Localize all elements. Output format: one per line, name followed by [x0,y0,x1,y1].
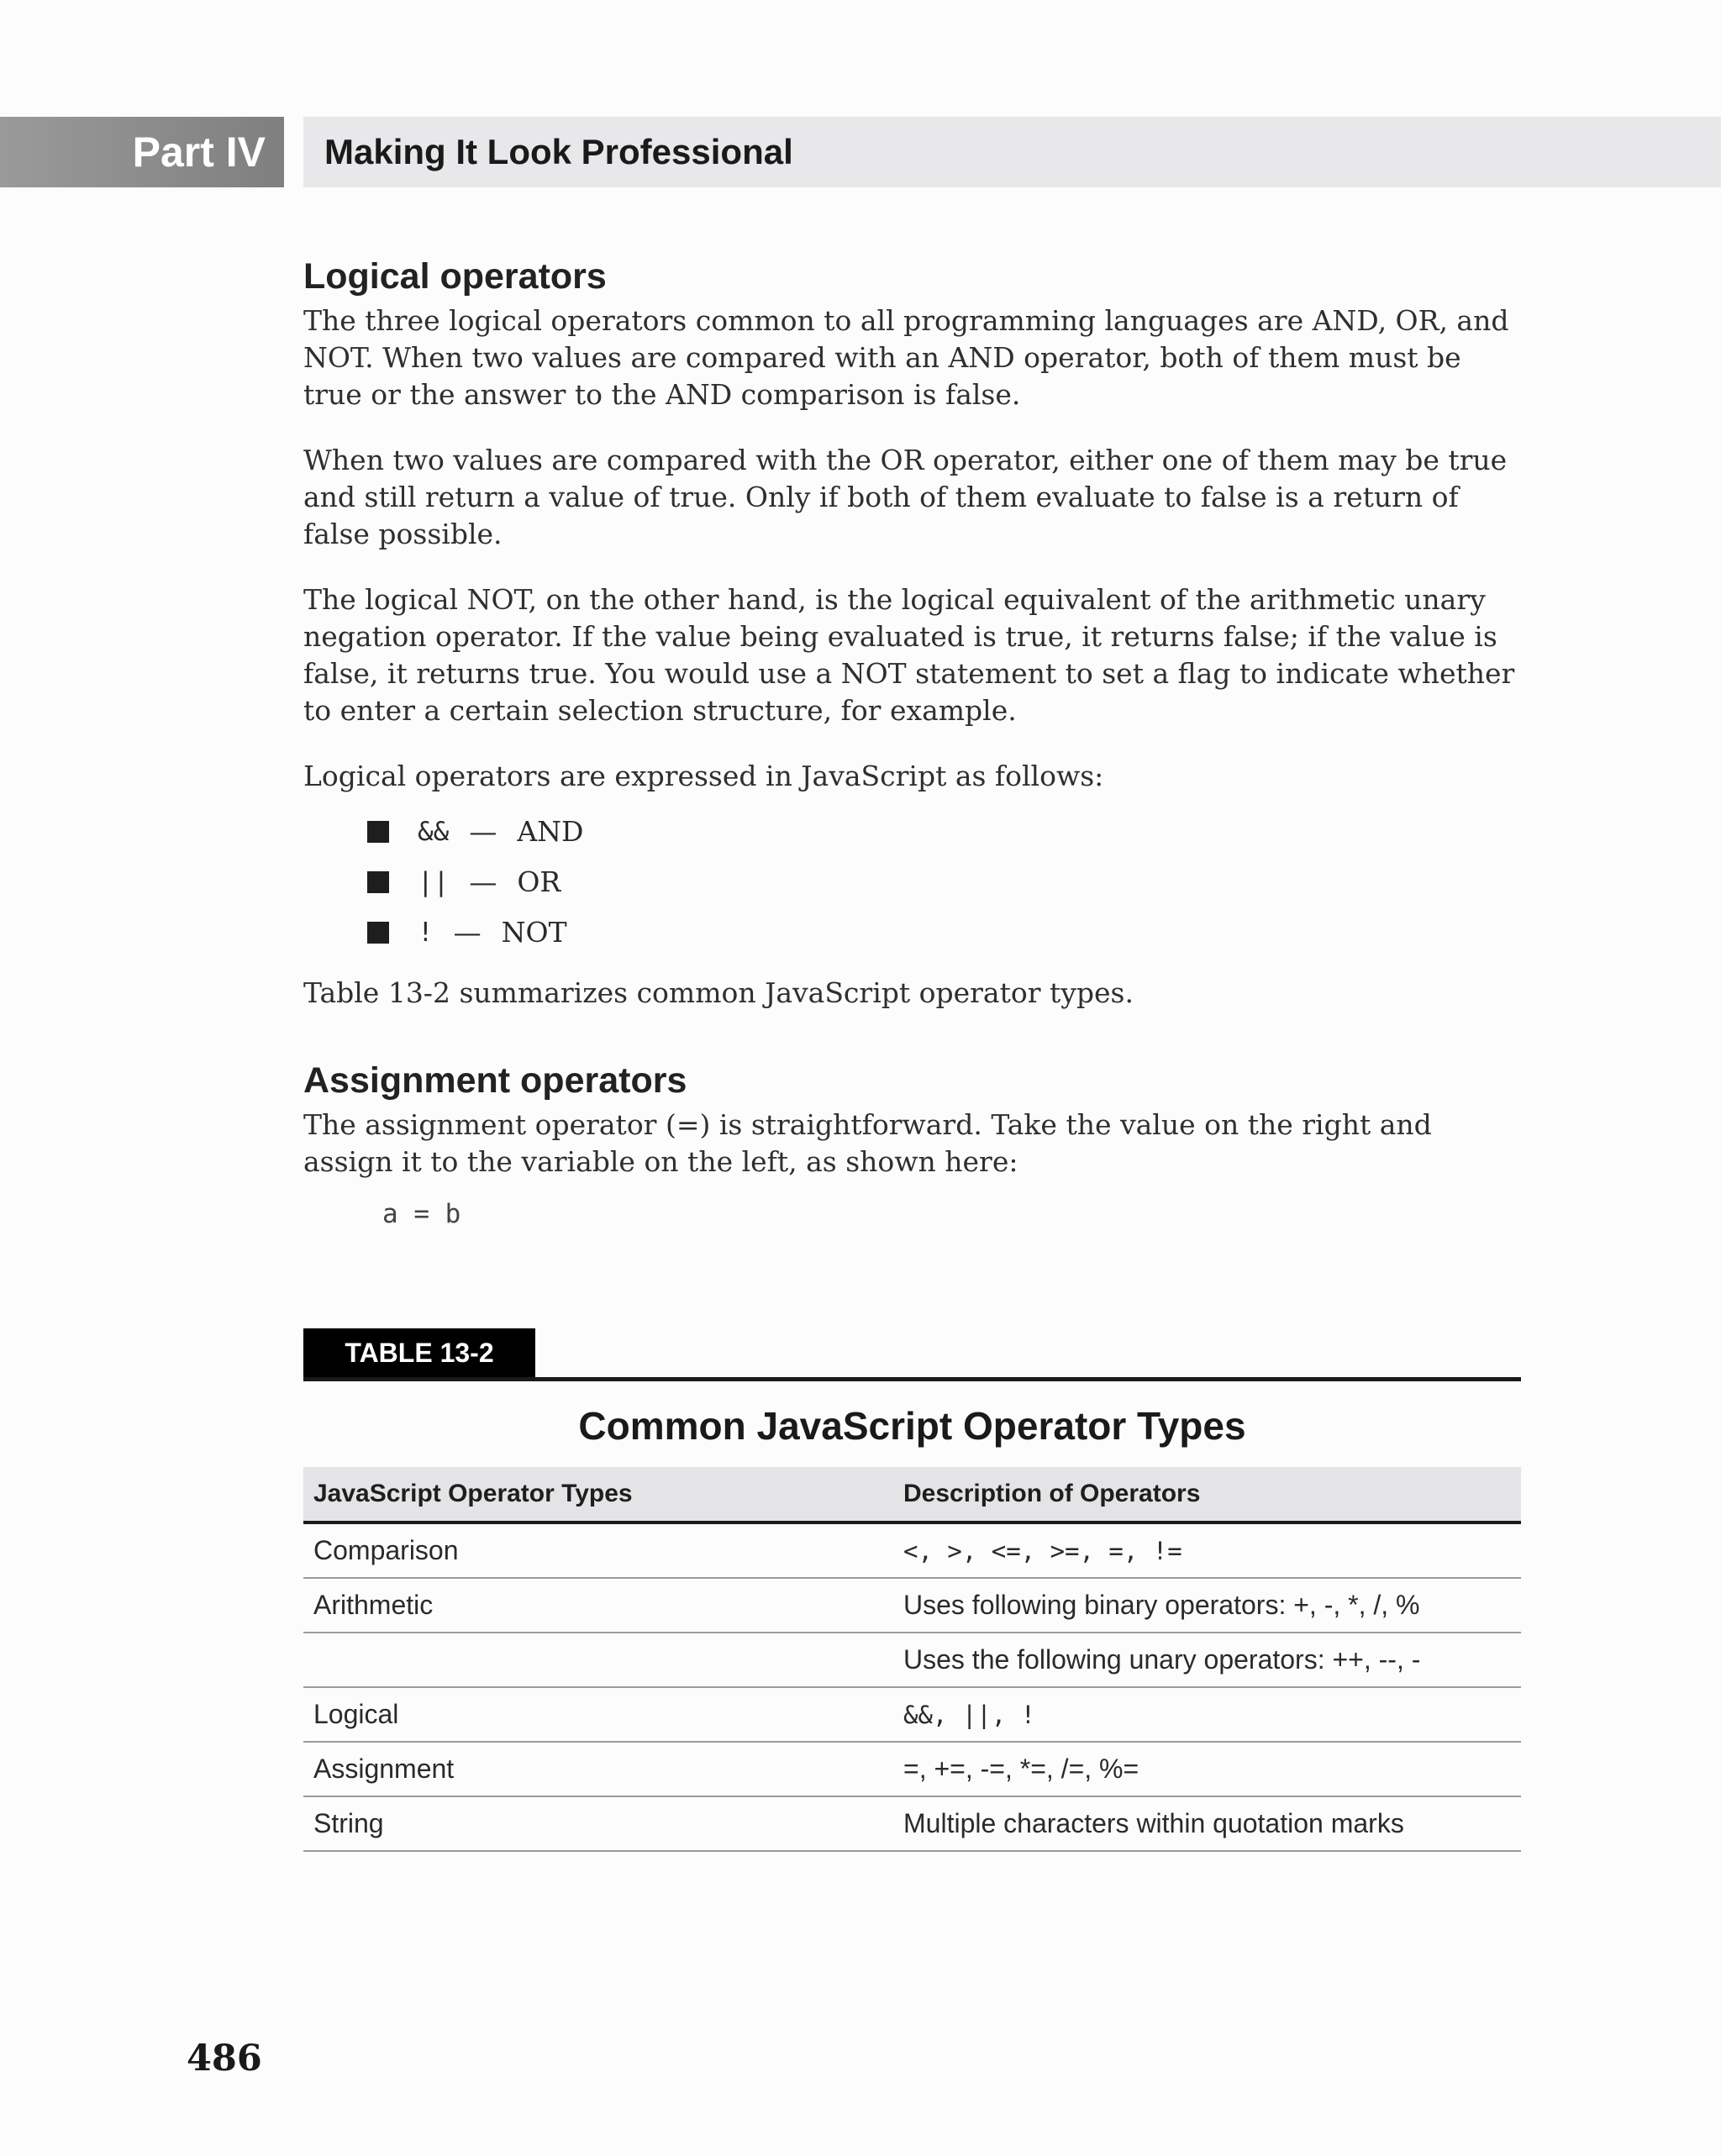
column-header: JavaScript Operator Types [303,1467,893,1522]
em-dash: — [469,865,497,898]
paragraph: Logical operators are expressed in JavaScript as follows: [303,760,1104,792]
section-heading-assignment: Assignment operators [303,1060,687,1101]
bullet-square-icon [367,821,389,843]
paragraph: Table 13-2 summarizes common JavaScript operator types. [303,976,1134,1009]
paragraph: The assignment operator (=) is straightforward. Take the value on the right and assign it to the variable on the left, as shown here: [303,1108,1432,1178]
operator-symbol: && [418,817,450,847]
page-number: 486 [187,2038,262,2080]
operator-symbol: ! [418,918,434,948]
table-title: Common JavaScript Operator Types [578,1404,1246,1448]
table-label: TABLE 13-2 [303,1328,535,1377]
list-item [367,857,1522,907]
table-row [303,1796,1521,1851]
section-heading-logical: Logical operators [303,256,607,297]
table-cell: Arithmetic [303,1578,893,1633]
paragraph: The logical NOT, on the other hand, is the logical equivalent of the arithmetic unary negation operator. If the value being evaluated is true, it returns false; if the value is false, it returns true. You would use a NOT statement to set a flag to indicate whether to enter a certain selection structure, for example. [303,583,1515,727]
bullet-square-icon [367,922,389,944]
em-dash: — [453,916,482,949]
operator-name: NOT [501,916,567,949]
table-cell: Uses the following unary operators: ++, --, - [893,1633,1521,1687]
column-header: Description of Operators [893,1467,1521,1522]
operator-name: AND [517,815,584,848]
paragraph: The three logical operators common to all programming languages are AND, OR, and NOT. When two values are compared with an AND operator, both of them must be true or the answer to the AND comparison is false. [303,304,1509,411]
table-row [303,1578,1521,1633]
table-cell: =, +=, -=, *=, /=, %= [893,1742,1521,1796]
paragraph: When two values are compared with the OR operator, either one of them may be true and still return a value of true. Only if both of them evaluate to false is a return of false possible. [303,444,1508,550]
table-row [303,1633,1521,1687]
table-cell: <, >, <=, >=, =, != [893,1522,1521,1578]
operator-symbol: || [418,867,450,897]
operator-name: OR [517,865,561,898]
table-cell [303,1633,893,1687]
body-content [303,256,1522,1239]
table-cell: String [303,1796,893,1851]
table-cell: Logical [303,1687,893,1742]
table-row [303,1687,1521,1742]
em-dash: — [469,815,497,848]
bullet-square-icon [367,871,389,893]
part-label: Part IV [132,129,266,176]
table-cell: Assignment [303,1742,893,1796]
table-cell: Uses following binary operators: +, -, *, /, % [893,1578,1521,1633]
code-sample: a = b [382,1199,461,1229]
table-row [303,1742,1521,1796]
table-row [303,1522,1521,1578]
operator-table [303,1467,1521,1852]
part-title: Making It Look Professional [324,132,793,171]
part-tab [0,117,284,187]
table-cell: &&, ||, ! [893,1687,1521,1742]
table-cell: Comparison [303,1522,893,1578]
list-item [367,807,1522,857]
operator-list [367,807,1522,958]
table-label-rule [303,1328,1521,1381]
list-item [367,907,1522,958]
part-banner [303,117,1721,187]
table-cell: Multiple characters within quotation marks [893,1796,1521,1851]
table-header-row [303,1467,1521,1522]
